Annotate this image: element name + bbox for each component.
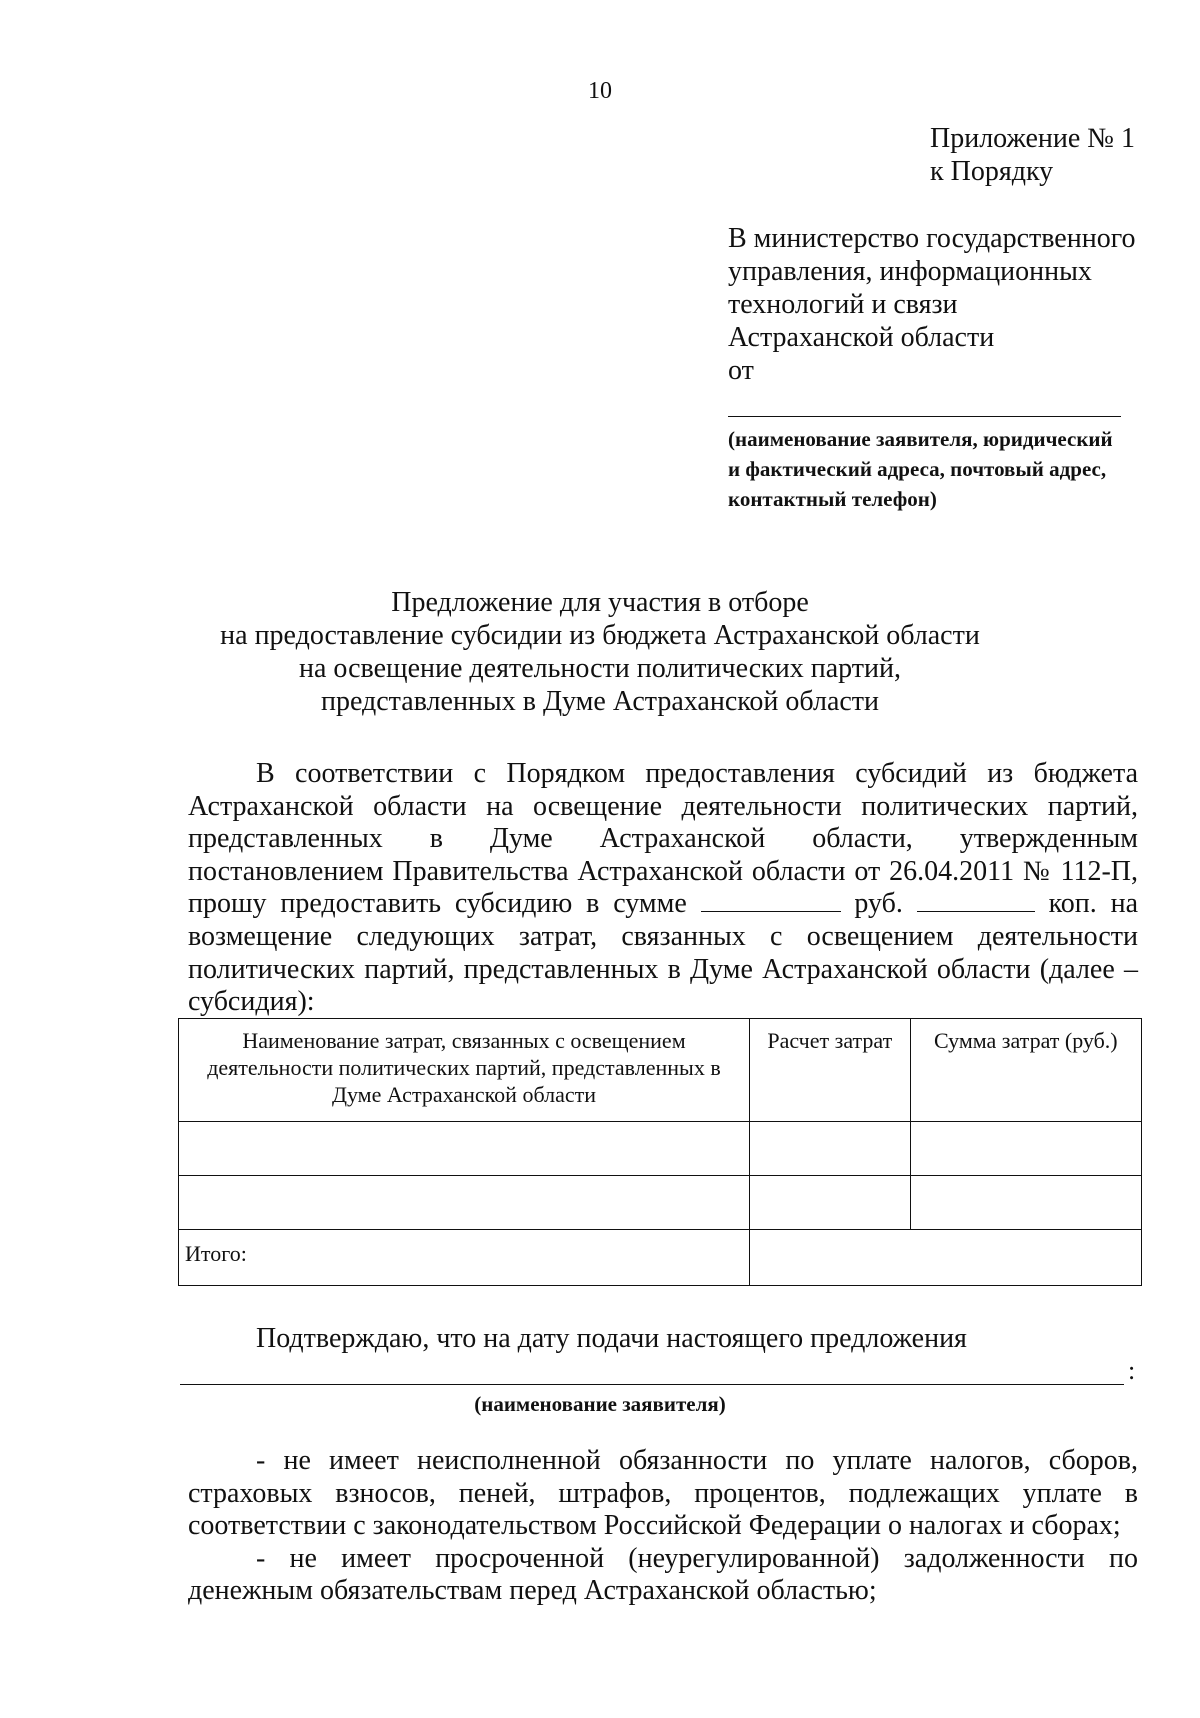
table-row <box>179 1176 1142 1230</box>
applicant-name-fill-line <box>180 1384 1124 1385</box>
table-header-cost-name: Наименование затрат, связанных с освещением деятельности политических партий, представленных в Думе Астраханской области <box>179 1019 750 1122</box>
applicant-note-line: и фактический адреса, почтовый адрес, <box>728 457 1107 481</box>
table-cell <box>179 1176 750 1230</box>
confirmation-items <box>188 1445 1138 1608</box>
list-item: - не имеет неисполненной обязанности по уплате налогов, сборов, страховых взносов, пеней, штрафов, процентов, подлежащих уплате в соответствии с законодательством Российской Федерации о налогах и сборах; <box>188 1445 1138 1542</box>
applicant-note-line: (наименование заявителя, юридический <box>728 427 1113 451</box>
table-cell <box>749 1122 910 1176</box>
paragraph-text: В соответствии с Порядком предоставления субсидий из бюджета Астраханской области на освещение деятельности политических партий, представленных в Думе Астраханской области, утвержденным постановлением Правительства Астраханской области от 26.04.2011 № 112-П, прошу предоставить субсидию в сумме <box>188 758 1138 920</box>
applicant-fill-line <box>728 416 1121 417</box>
title-line: Предложение для участия в отборе <box>391 587 809 618</box>
addressee-block <box>728 222 1136 387</box>
table-cell <box>910 1176 1141 1230</box>
paragraph-text: коп. на возмещение следующих затрат, связанных с освещением деятельности политических партий, представленных в Думе Астраханской области (далее – субсидия): <box>188 888 1138 1018</box>
addressee-line: технологий и связи <box>728 289 958 320</box>
table-header-calculation: Расчет затрат <box>749 1019 910 1122</box>
addressee-line: Астраханской области <box>728 322 995 353</box>
amount-kop-blank <box>917 891 1035 912</box>
list-item: - не имеет просроченной (неурегулированной) задолженности по денежным обязательствам перед Астраханской областью; <box>188 1542 1138 1607</box>
rub-label: руб. <box>854 888 903 920</box>
addressee-line: управления, информационных <box>728 256 1092 287</box>
page-number: 10 <box>588 78 612 104</box>
table-cell <box>910 1122 1141 1176</box>
request-paragraph <box>188 758 1138 1019</box>
appendix-line: Приложение № 1 <box>930 123 1135 154</box>
applicant-note-line: контактный телефон) <box>728 487 937 511</box>
confirmation-text: Подтверждаю, что на дату подачи настоящего предложения <box>256 1323 967 1354</box>
title-line: на освещение деятельности политических партий, <box>299 653 901 684</box>
table-header-amount: Сумма затрат (руб.) <box>910 1019 1141 1122</box>
appendix-line: к Порядку <box>930 156 1054 187</box>
table-total-row <box>179 1230 1142 1286</box>
table-total-label: Итого: <box>179 1230 750 1286</box>
title-line: представленных в Думе Астраханской области <box>320 686 880 717</box>
table-total-value <box>749 1230 1141 1286</box>
applicant-name-caption: (наименование заявителя) <box>474 1392 726 1416</box>
table-row <box>179 1122 1142 1176</box>
addressee-line: В министерство государственного <box>728 223 1136 254</box>
table-header-row <box>179 1019 1142 1122</box>
applicant-note <box>728 424 1113 514</box>
addressee-line: от <box>728 355 754 386</box>
appendix-reference <box>930 122 1135 188</box>
title-line: на предоставление субсидии из бюджета Астраханской области <box>220 620 980 651</box>
amount-rub-blank <box>701 891 841 912</box>
table-cell <box>179 1122 750 1176</box>
colon-mark: : <box>1128 1356 1136 1385</box>
document-title <box>0 586 1200 718</box>
table-cell <box>749 1176 910 1230</box>
costs-table <box>178 1018 1142 1286</box>
